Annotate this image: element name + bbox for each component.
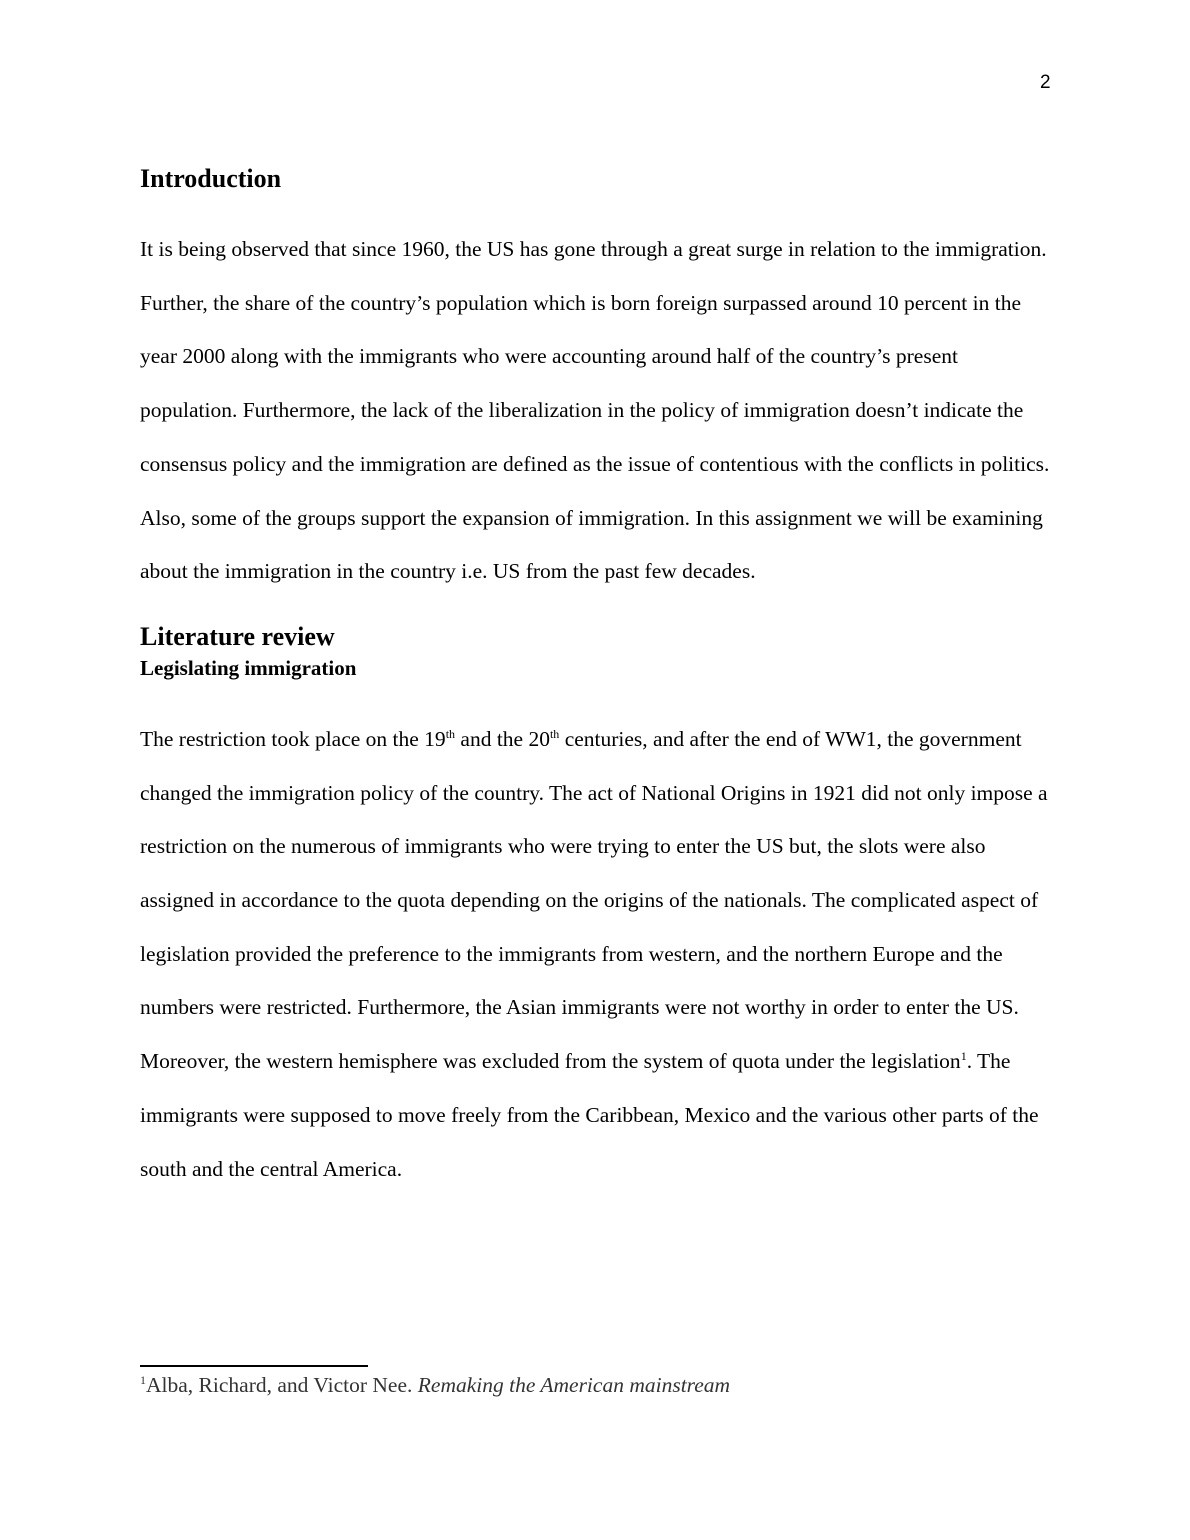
document-body	[140, 163, 1052, 1196]
introduction-paragraph: It is being observed that since 1960, the US has gone through a great surge in relation to the immigration. Further, the share of the country’s population which is born foreign surpassed around 10 percent in the year 2000 along with the immigrants who were accounting around half of the country’s present population. Furthermore, the lack of the liberalization in the policy of immigration doesn’t indicate the consensus policy and the immigration are defined as the issue of contentious with the conflicts in politics. Also, some of the groups support the expansion of immigration. In this assignment we will be examining about the immigration in the country i.e. US from the past few decades.	[140, 237, 1050, 584]
literature-review-heading: Literature review	[140, 621, 335, 651]
paragraph-text: and the 20	[455, 726, 550, 751]
footnote	[140, 1373, 730, 1398]
introduction-heading: Introduction	[140, 164, 282, 193]
superscript-th: th	[445, 726, 456, 741]
superscript-th: th	[549, 726, 560, 741]
paragraph-text: The restriction took place on the 19	[140, 726, 446, 751]
footnote-marker: 1	[140, 1372, 146, 1387]
legislating-immigration-subheading: Legislating immigration	[140, 655, 357, 680]
footnote-title: Remaking the American mainstream	[417, 1373, 731, 1397]
footnote-separator	[140, 1365, 368, 1367]
legislating-immigration-paragraph	[140, 713, 1052, 1196]
footnote-reference[interactable]: 1	[960, 1048, 967, 1063]
page-number: 2	[1040, 72, 1051, 93]
paragraph-text: centuries, and after the end of WW1, the government changed the immigration policy of the country. The act of National Origins in 1921 did not only impose a restriction on the numerous of immigrants who were trying to enter the US but, the slots were also assigned in accordance to the quota depending on the origins of the nationals. The complicated aspect of legislation provided the preference to the immigrants from western, and the northern Europe and the numbers were restricted. Furthermore, the Asian immigrants were not worthy in order to enter the US. Moreover, the western hemisphere was excluded from the system of quota under the legislation	[140, 726, 1048, 1074]
footnote-text: Alba, Richard, and Victor Nee.	[146, 1373, 418, 1397]
paragraph-text: . The immigrants were supposed to move freely from the Caribbean, Mexico and the various other parts of the south and the central America.	[140, 1049, 1039, 1181]
